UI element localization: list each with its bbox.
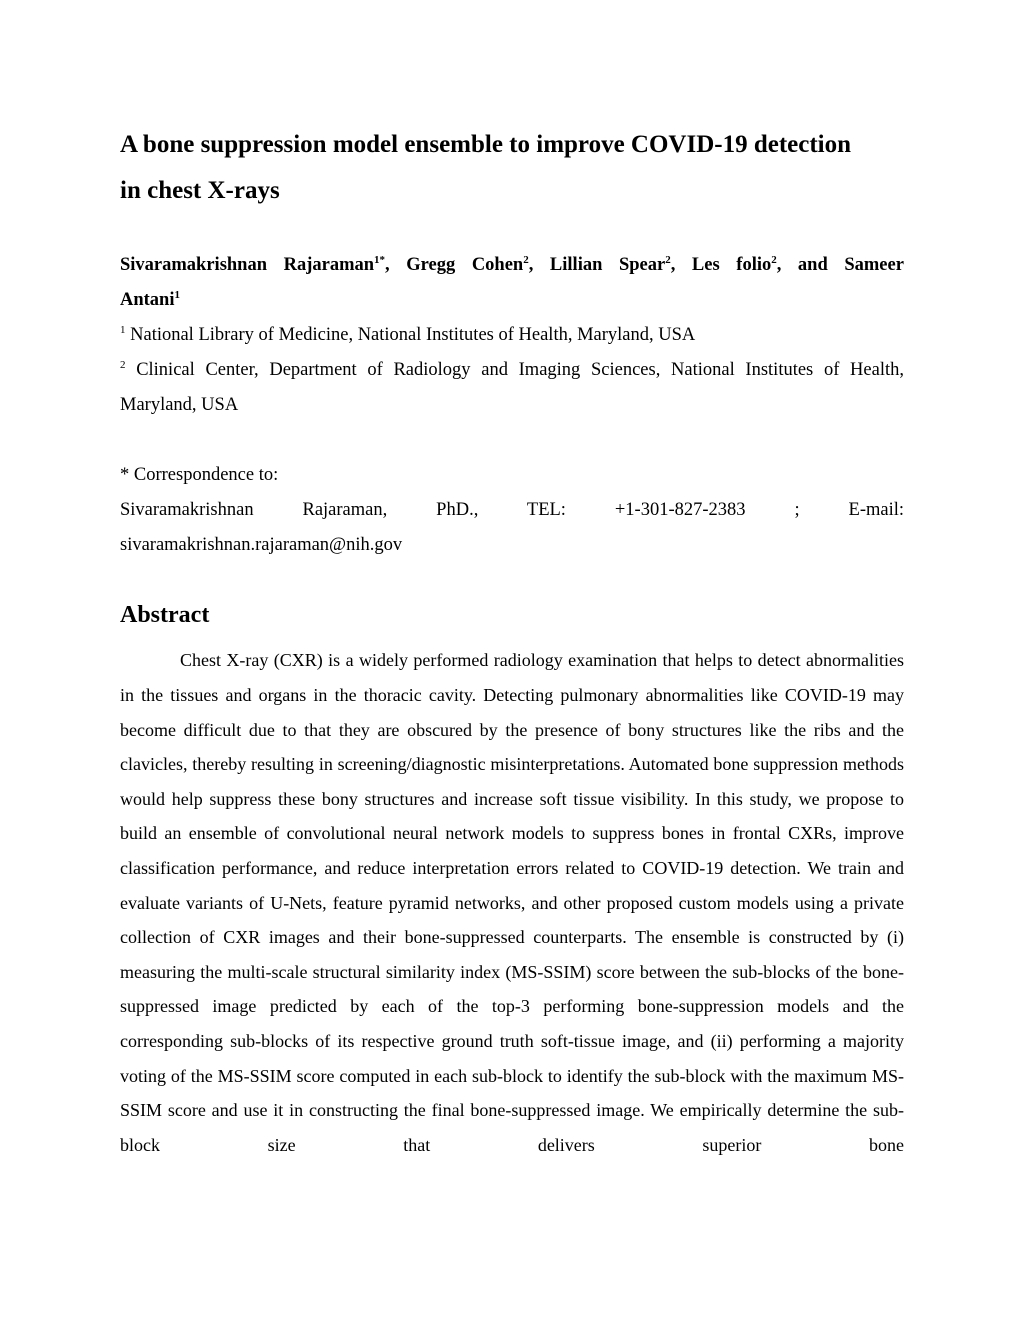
author-name: , Les folio — [670, 255, 772, 275]
affiliation-2 — [120, 353, 904, 423]
author-list-line2 — [120, 283, 904, 318]
correspondence-label: * Correspondence to: — [120, 465, 279, 485]
affiliation-marker: 1 — [120, 323, 126, 336]
abstract-paragraph: Chest X-ray (CXR) is a widely performed radiology examination that helps to detect abnormalities in the tissues and organs in the thoracic cavity. Detecting pulmonary abnormalities like COVID-19 may become difficult due to that they are obscured by the presence of bony structures like the ribs and the clavicles, thereby resulting in screening/diagnostic misinterpretations. Automated bone suppression methods would help suppress these bony structures and increase soft tissue visibility. In this study, we propose to build an ensemble of convolutional neural network models to suppress bones in frontal CXRs, improve classification performance, and reduce interpretation errors related to COVID-19 detection. We train and evaluate variants of U-Nets, feature pyramid networks, and other proposed custom models using a private collection of CXR images and their bone-suppressed counterparts. The ensemble is constructed by (i) measuring the multi-scale structural similarity index (MS-SSIM) score between the sub-blocks of the bone-suppressed image predicted by each of the top-3 performing bone-suppression models and the corresponding sub-blocks of its respective ground truth soft-tissue image, and (ii) performing a majority voting of the MS-SSIM score computed in each sub-block to identify the sub-block with the maximum MS-SSIM score and use it in constructing the final bone-suppressed image. We empirically determine the sub-block size that delivers superior bone — [120, 650, 904, 1155]
paper-title — [120, 122, 904, 214]
author-affiliation-superscript: 1* — [374, 253, 386, 266]
author-affiliation-superscript: 2 — [771, 253, 777, 266]
paper-title-line1: A bone suppression model ensemble to improve COVID-19 detection — [120, 131, 852, 158]
abstract-heading: Abstract — [120, 602, 210, 629]
author-list-line1 — [120, 248, 904, 283]
author-name: , Gregg Cohen — [385, 255, 524, 275]
affiliation-1 — [120, 318, 904, 353]
author-name: Sivaramakrishnan Rajaraman — [120, 255, 375, 275]
paper-title-line2: in chest X-rays — [120, 177, 280, 204]
author-affiliation-superscript: 2 — [523, 253, 529, 266]
correspondence-email: sivaramakrishnan.rajaraman@nih.gov — [120, 534, 403, 555]
author-name: , and Sameer — [776, 255, 904, 275]
author-name: Antani — [120, 290, 175, 310]
author-name: , Lillian Spear — [528, 255, 666, 275]
author-affiliation-superscript: 2 — [665, 253, 671, 266]
correspondence-contact-line: Sivaramakrishnan Rajaraman, PhD., TEL: +1-301-827-2383 ; E-mail: — [120, 499, 904, 520]
correspondence-block — [120, 458, 904, 562]
affiliation-text: National Library of Medicine, National Institutes of Health, Maryland, USA — [125, 325, 696, 345]
affiliation-marker: 2 — [120, 358, 126, 371]
author-affiliation-superscript: 1 — [174, 288, 180, 301]
affiliation-text: Clinical Center, Department of Radiology and Imaging Sciences, National Institutes of Health, Maryland, USA — [120, 360, 904, 415]
author-list — [120, 248, 904, 318]
